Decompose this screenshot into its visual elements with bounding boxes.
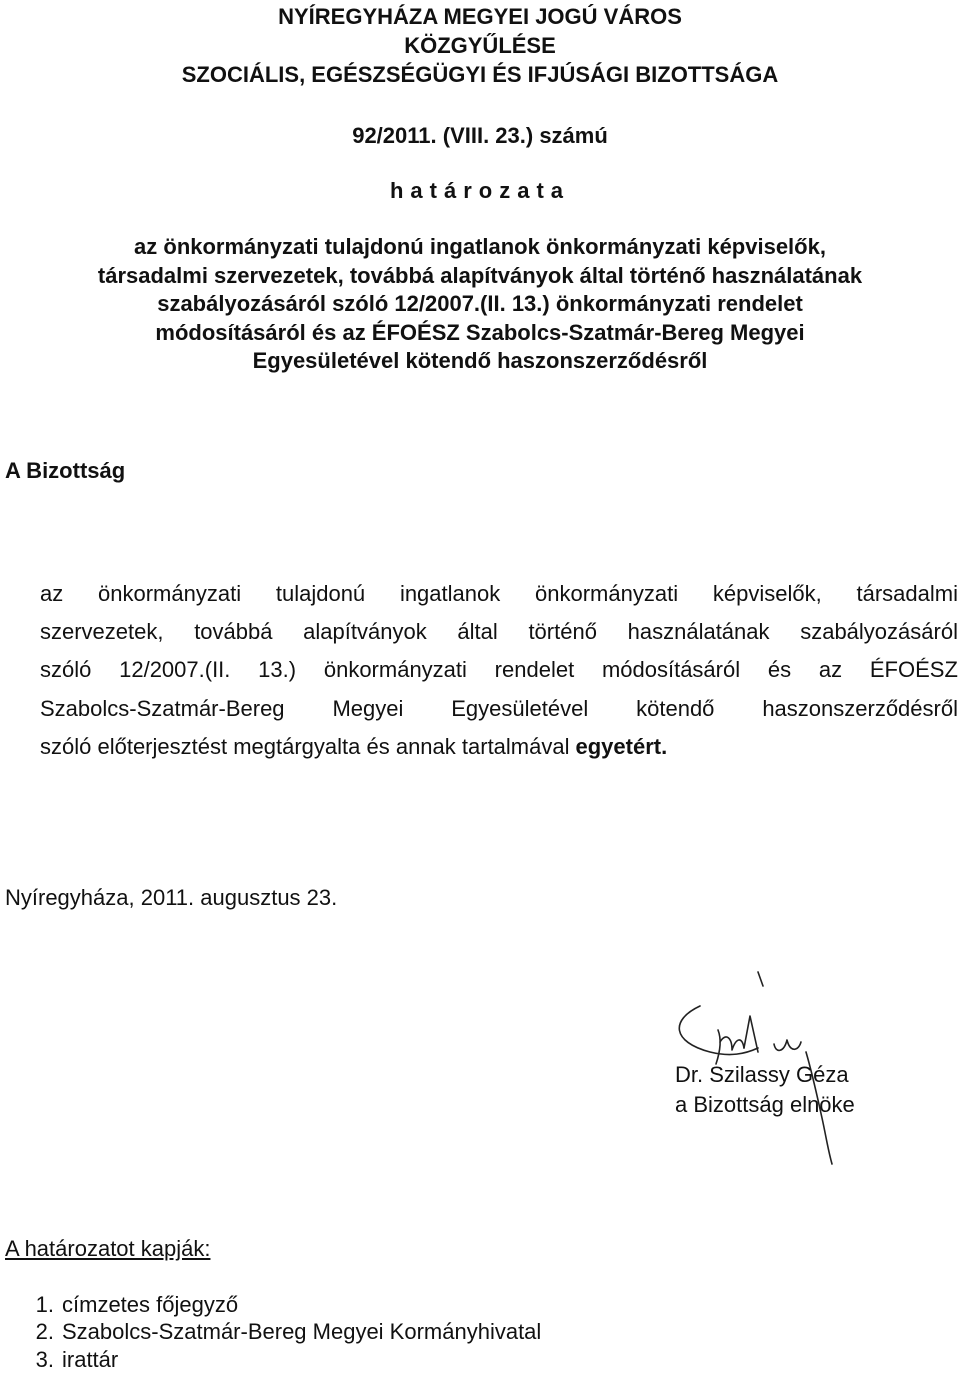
body-word: az xyxy=(40,581,64,606)
body-word: 13.) xyxy=(258,657,297,683)
body-word: haszonszerződésről xyxy=(762,695,958,721)
body-word: önkormányzati xyxy=(98,581,242,606)
list-item-label: irattár xyxy=(62,1346,119,1372)
body-word: önkormányzati xyxy=(323,657,467,683)
header-city: NYÍREGYHÁZA MEGYEI JOGÚ VÁROS xyxy=(278,4,682,29)
signatory-title: a Bizottság elnöke xyxy=(675,1092,855,1117)
list-item-label: címzetes főjegyző xyxy=(62,1292,239,1317)
body-word: tulajdonú xyxy=(275,581,366,606)
body-word: önkormányzati xyxy=(535,581,679,606)
place-date: Nyíregyháza, 2011. augusztus 23. xyxy=(5,885,338,910)
body-word: módosításáról xyxy=(601,657,741,683)
body-word: szervezetek, xyxy=(40,619,164,645)
subject-line: Egyesületével kötendő haszonszerződésről xyxy=(252,348,708,374)
resolution-subject xyxy=(40,233,920,376)
body-word: által xyxy=(457,619,498,645)
subject-line: társadalmi szervezetek, továbbá alapítványok által történő használatának xyxy=(97,262,863,288)
decision-word: egyetért. xyxy=(575,733,668,759)
body-line xyxy=(40,690,958,728)
body-text: szóló előterjesztést megtárgyalta és annak tartalmával xyxy=(40,733,570,759)
body-word: Egyesületével xyxy=(451,695,589,721)
document-number: 92/2011. (VIII. 23.) számú xyxy=(352,123,608,148)
list-item-number: 3. xyxy=(35,1346,54,1372)
header-assembly: KÖZGYŰLÉSE xyxy=(404,33,556,58)
subject-line: szabályozásáról szóló 12/2007.(II. 13.) önkormányzati rendelet xyxy=(157,291,803,317)
recipients-heading: A határozatot kapják: xyxy=(5,1236,211,1261)
document-type: határozata xyxy=(389,178,571,203)
committee-label: A Bizottság xyxy=(5,458,126,483)
list-item-number: 2. xyxy=(35,1319,54,1345)
body-word: rendelet xyxy=(494,657,575,683)
body-line xyxy=(40,651,958,689)
subject-line: az önkormányzati tulajdonú ingatlanok önkormányzati képviselők, xyxy=(134,234,826,259)
header-committee: SZOCIÁLIS, EGÉSZSÉGÜGYI ÉS IFJÚSÁGI BIZOTTSÁGA xyxy=(181,62,779,87)
list-item xyxy=(20,1291,541,1318)
body-word: képviselők, xyxy=(712,581,822,606)
list-item xyxy=(20,1346,541,1373)
body-word: történő xyxy=(528,619,597,645)
body-word: társadalmi xyxy=(856,581,958,606)
list-item-number: 1. xyxy=(35,1292,54,1317)
body-word: szóló xyxy=(40,657,92,683)
body-word: Megyei xyxy=(332,695,404,721)
resolution-body xyxy=(40,575,958,766)
list-item xyxy=(20,1318,541,1345)
subject-line: módosításáról és az ÉFOÉSZ Szabolcs-Szatmár-Bereg Megyei xyxy=(155,319,805,345)
body-word: az xyxy=(818,657,843,683)
body-line xyxy=(40,613,958,651)
body-line xyxy=(40,575,958,613)
body-word: használatának xyxy=(627,619,770,645)
list-item-label: Szabolcs-Szatmár-Bereg Megyei Kormányhivatal xyxy=(62,1319,542,1345)
body-word: ÉFOÉSZ xyxy=(869,657,958,683)
body-line xyxy=(40,728,958,766)
body-word: 12/2007.(II. xyxy=(119,657,231,683)
body-word: továbbá xyxy=(194,619,273,645)
body-word: alapítványok xyxy=(303,619,427,645)
body-word: szabályozásáról xyxy=(800,619,958,645)
body-word: ingatlanok xyxy=(399,581,501,606)
body-word: Szabolcs-Szatmár-Bereg xyxy=(40,695,285,721)
recipients-list xyxy=(20,1291,541,1373)
signatory-name: Dr. Szilassy Géza xyxy=(675,1062,849,1087)
body-word: és xyxy=(767,657,792,683)
body-word: kötendő xyxy=(636,695,715,721)
